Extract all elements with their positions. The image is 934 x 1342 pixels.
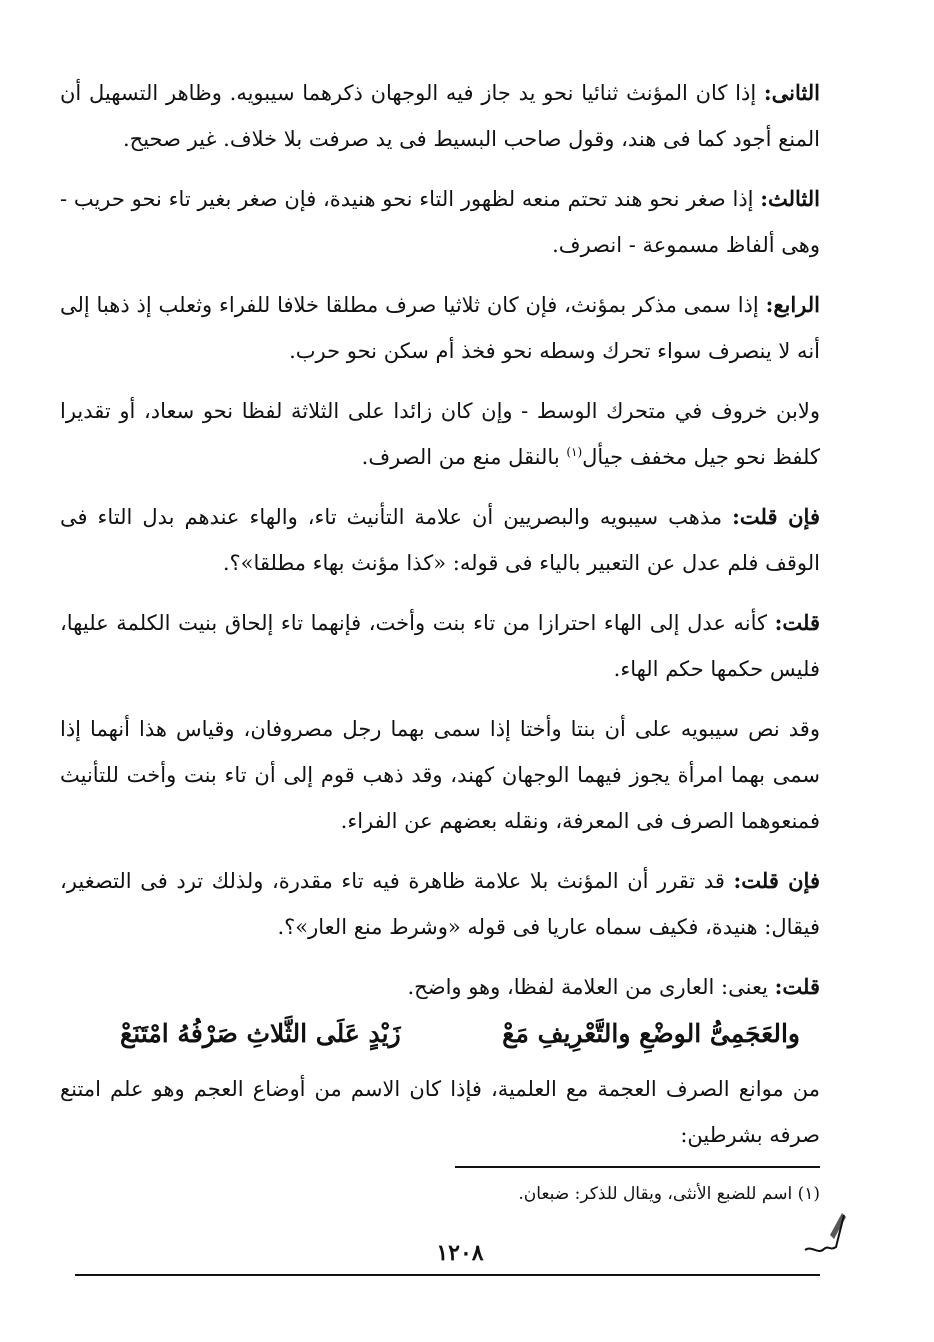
paragraph-answer-1: [60, 600, 820, 692]
paragraph-third: [60, 176, 820, 268]
paragraph-text: إذا سمى مذكر بمؤنث، فإن كان ثلاثيا صرف مطلقا خلافا للفراء وثعلب إذ ذهبا إلى أنه لا ينصرف سواء تحرك وسطه نحو فخذ أم سكن نحو حرب.: [60, 293, 820, 363]
paragraph-sibawayh: [60, 706, 820, 844]
paragraph-lead: الثالث:: [760, 186, 820, 211]
paragraph-text: يعنى: العارى من العلامة لفظا، وهو واضح.: [407, 975, 775, 999]
page-body: [60, 70, 820, 1172]
page-number: ١٢٠٨: [436, 1240, 484, 1266]
verse-second-hemistich: زَيْدٍ عَلَى الثَّلاثِ صَرْفُهُ امْتَنَعْ: [120, 1019, 401, 1048]
footnote-marker[interactable]: (١): [566, 445, 583, 459]
paragraph-text: مذهب سيبويه والبصريين أن علامة التأنيث تاء، والهاء عندهم بدل التاء فى الوقف فلم عدل عن التعبير بالياء فى قوله: «كذا مؤنث بهاء مطلقا»؟.: [60, 505, 820, 575]
paragraph-text: وقد نص سيبويه على أن بنتا وأختا إذا سمى بهما رجل مصروفان، وقياس هذا أنهما إذا سمى بهما امرأة يجوز فيهما الوجهان كهند، وقد ذهب قوم إلى أن تاء بنت وأخت للتأنيث فمنعوهما الصرف فى المعرفة، ونقله بعضهم عن الفراء.: [60, 717, 820, 833]
bottom-divider: [75, 1274, 820, 1276]
paragraph-text: إذا كان المؤنث ثنائيا نحو يد جاز فيه الوجهان ذكرهما سيبويه. وظاهر التسهيل أن المنع أجود كما فى هند، وقول صاحب البسيط فى يد صرفت بلا خلاف. غير صحيح.: [60, 81, 820, 151]
paragraph-question-1: [60, 494, 820, 586]
paragraph-ibn-kharuf: [60, 388, 820, 480]
paragraph-fourth: [60, 282, 820, 374]
paragraph-lead: فإن قلت:: [732, 504, 820, 529]
handwritten-mark-icon: [800, 1205, 850, 1265]
paragraph-lead: الثانى:: [763, 80, 820, 105]
verse-first-hemistich: والعَجَمِىُّ الوضْعِ والتَّعْرِيفِ مَعْ: [502, 1019, 800, 1048]
paragraph-lead: قلت:: [774, 610, 820, 635]
closing-paragraph: من موانع الصرف العجمة مع العلمية، فإذا كان الاسم من أوضاع العجم وهو علم امتنع صرفه بشرطين:: [60, 1077, 820, 1147]
paragraph-lead: قلت:: [774, 974, 820, 999]
verse-line: [120, 1012, 800, 1056]
paragraph-tail: بالنقل منع من الصرف.: [361, 445, 567, 469]
footnote: (١) اسم للضبع الأنثى، ويقال للذكر: ضبعان.: [518, 1184, 820, 1204]
paragraph-lead: الرابع:: [765, 292, 820, 317]
footnote-divider: [455, 1166, 820, 1168]
paragraph-text: إذا صغر نحو هند تحتم منعه لظهور التاء نحو هنيدة، فإن صغر بغير تاء نحو حريب - وهى ألفاظ مسموعة - انصرف.: [60, 187, 820, 257]
paragraph-lead: فإن قلت:: [733, 868, 820, 893]
paragraph-text: كأنه عدل إلى الهاء احترازا من تاء بنت وأخت، فإنهما تاء إلحاق بنيت الكلمة عليها، فليس حكمها حكم الهاء.: [60, 611, 820, 681]
paragraph-second: [60, 70, 820, 162]
paragraph-question-2: [60, 858, 820, 950]
paragraph-text: قد تقرر أن المؤنث بلا علامة ظاهرة فيه تاء مقدرة، ولذلك ترد فى التصغير، فيقال: هنيدة، فكيف سماه عاريا فى قوله «وشرط منع العار»؟.: [60, 869, 820, 939]
paragraph-answer-2: [60, 964, 820, 1010]
paragraph-text: ولابن خروف في متحرك الوسط - وإن كان زائدا على الثلاثة لفظا نحو سعاد، أو تقديرا كلفظ نحو جيل مخفف جيأل: [60, 399, 820, 469]
